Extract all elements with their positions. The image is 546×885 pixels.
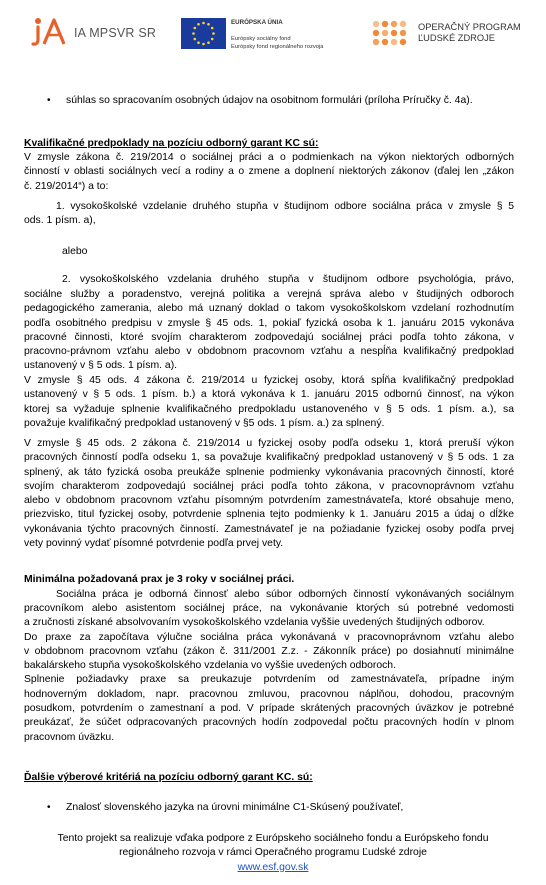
eu-line1: Európsky sociálny fond bbox=[231, 35, 291, 42]
text-line: splnený, ak táto fyzická osoba preukáže splnenie podmienky vykonávania pracovných činností, ktoré bbox=[24, 466, 514, 478]
text-line: hodnoverným dokladom, napr. pracovnou zmluvou, pracovnou náplňou, dohodou, pracovným bbox=[24, 688, 514, 700]
paragraph-45-4 bbox=[24, 374, 514, 431]
text-line: posudkom, potvrdením o zamestnaní a pod. V prípade skrátených pracovných úväzkov je potrebné bbox=[24, 703, 514, 715]
eu-title: EURÓPSKA ÚNIA bbox=[231, 19, 283, 26]
text-line: ods. 1 písm. a), bbox=[24, 215, 96, 226]
item-2 bbox=[62, 273, 514, 287]
ia-mpsvr-logo-icon bbox=[30, 17, 70, 47]
min-practice-heading: Minimálna požadovaná prax je 3 roky v sociálnej práci. bbox=[24, 574, 295, 585]
text-line: alebo v obdobnom pracovnom vzťahu písomným potvrdením zamestnávateľa, ktoré obsahuje meno, bbox=[24, 495, 514, 507]
eu-flag-icon bbox=[181, 18, 226, 49]
bullet-dot: • bbox=[47, 95, 51, 106]
text-line: vety povinný vydať písomné potvrdenie podľa prvej vety. bbox=[24, 538, 284, 550]
intro-paragraph bbox=[24, 151, 514, 194]
eu-line2: Európsky fond regionálneho rozvoja bbox=[231, 44, 324, 50]
page-footer bbox=[0, 832, 546, 875]
bullet-dot: • bbox=[47, 802, 51, 813]
social-work-para bbox=[24, 602, 514, 745]
text-line: pracovných činností podľa odseku 1, sa považuje kvalifikačný predpoklad ustanovený v § 5 ods. 1 za bbox=[24, 452, 514, 464]
footer-line1: Tento projekt sa realizuje vďaka podpore z Európskeho sociálneho fondu a Európskeho fondu bbox=[57, 833, 489, 844]
text-line: ustanovený v § 5 ods. 1 písm. a). bbox=[24, 360, 178, 372]
text-line: Splnenie požiadavky praxe sa preukazuje potvrdením od zamestnávateľa, prípadne iným bbox=[24, 674, 514, 686]
consent-bullet-text: súhlas so spracovaním osobných údajov na osobitnom formulári (príloha Príručky č. 4a). bbox=[66, 95, 473, 106]
text-line: priezvisko, titul fyzickej osoby, potvrdenie splnenia tejto podmienky k 1. Januáru 2015 a údaj o dĺžke bbox=[24, 509, 514, 521]
footer-line2: regionálneho rozvoja v rámci Operačného programu Ľudské zdroje bbox=[119, 847, 427, 859]
text-line: pracovníkom alebo asistentom sociálnej práce, na vykonávanie ktorých sú potrebné vedomosti bbox=[24, 603, 514, 614]
item-1 bbox=[56, 200, 514, 214]
text-line: pedagogického zamerania, alebo má uznaný doklad o takom vysokoškolskom vzdelaní rozhodnutím bbox=[24, 303, 514, 315]
text-line: pracovnom úväzku. bbox=[24, 731, 115, 743]
text-line: č. 219/2014“) a to: bbox=[24, 180, 109, 192]
language-bullet-text: Znalosť slovenského jazyka na úrovni minimálne C1-Skúsený používateľ, bbox=[66, 802, 404, 813]
social-work-para-first bbox=[56, 588, 514, 602]
text-line: v obdobnom pracovnom vzťahu (zákon č. 311/2001 Z.z. - Zákonník práce) po dosiahnutí minimálne bbox=[24, 645, 514, 657]
ia-logo-text: IA MPSVR SR bbox=[74, 26, 157, 40]
text-line: ustanovený v § 5 ods. 1 písm. b.) a ktorá vykonáva k 1. januáru 2015 odbornú činnosť, na výkon bbox=[24, 389, 514, 401]
text-line: pracovno-právnom vzťahu alebo v obdobnom pracovnom vzťahu a nespĺňa kvalifikačný predpoklad bbox=[24, 346, 514, 358]
item-1-cont bbox=[24, 214, 514, 228]
text-line: podľa osobitného predpisu v zmysle § 45 ods. 1, pokiaľ fyzická osoba k 1. januáru 2015 vykonáva bbox=[24, 317, 514, 329]
text-line: vykonávania týchto pracovných činností. Zamestnávateľ je na požiadanie fyzickej osoby podľa prvej bbox=[24, 523, 514, 535]
paragraph-45-2 bbox=[24, 437, 514, 551]
text-line: preukázať, že súčet odpracovaných pracovných hodín zodpovedal počtu pracovných hodín v plnom bbox=[24, 717, 514, 729]
text-line: a zručnosti získané absolvovaním vysokoškolského vzdelania vyššie uvedených študijných odborov. bbox=[24, 617, 485, 629]
item-2-cont bbox=[24, 288, 514, 374]
page-header bbox=[0, 0, 546, 62]
text-line: 2. vysokoškolského vzdelania druhého stupňa v študijnom odbore psychológia, právo, bbox=[62, 274, 514, 285]
esf-link[interactable]: www.esf.gov.sk bbox=[237, 861, 309, 873]
text-line: pracovné činnosti, ktoré svojím charakterom zodpovedajú sociálnej práci podľa tohto zákona, v bbox=[24, 331, 514, 343]
text-line: Do praxe za započítava výlučne sociálna práca vykonávaná v pracovnoprávnom vzťahu alebo bbox=[24, 631, 514, 643]
op-line1: OPERAČNÝ PROGRAM bbox=[418, 22, 521, 32]
further-criteria-heading: Ďalšie výberové kritériá na pozíciu odborný garant KC. sú: bbox=[24, 772, 313, 783]
text-line: Sociálna práca je odborná činnosť alebo súbor odborných činností vykonávaných sociálnym bbox=[56, 589, 514, 600]
text-line: V zmysle § 45 ods. 2 zákona č. 219/2014 u fyzickej osoby podľa odseku 1, ktorá preruší výkon bbox=[24, 438, 514, 449]
text-line: V zmysle § 45 ods. 4 zákona č. 219/2014 u fyzickej osoby, ktorá spĺňa kvalifikačný predpoklad bbox=[24, 375, 514, 386]
text-line: bakalárskeho stupňa vysokoškolského vzdelania vo vyššie uvedených odboroch. bbox=[24, 660, 396, 672]
text-line: 1. vysokoškolské vzdelanie druhého stupňa v študijnom odbore sociálna práca v zmysle § 5 bbox=[56, 201, 514, 212]
text-line: ktorej sa vyžaduje splnenie kvalifikačného predpokladu ustanoveného v § 5 ods. 1 písm. a.), sa bbox=[24, 403, 514, 415]
text-line: svojím charakterom zodpovedajú sociálnej práci podľa tohto zákona, v pracovnoprávnom vzťahu bbox=[24, 480, 514, 492]
text-line: sociálne služby a poradenstvo, verejná politika a verejná správa alebo v študijných odboroch bbox=[24, 289, 514, 300]
op-dots-icon bbox=[371, 19, 411, 49]
or-text: alebo bbox=[62, 246, 88, 257]
text-line: V zmysle zákona č. 219/2014 o sociálnej práci a o podmienkach na výkon niektorých odborných bbox=[24, 152, 514, 163]
qualification-heading: Kvalifikačné predpoklady na pozíciu odborný garant KC sú: bbox=[24, 138, 319, 149]
eu-logo bbox=[181, 18, 351, 52]
text-line: činností v oblasti sociálnych vecí a rodiny a o zmene a doplnení niektorých zákonov (ďalej len „zákon bbox=[24, 166, 514, 178]
op-line2: ĽUDSKÉ ZDROJE bbox=[418, 33, 495, 43]
text-line: považuje kvalifikačný predpoklad ustanovený v §5 ods. 1 písm. a.) za splnený. bbox=[24, 417, 385, 429]
op-ludske-zdroje-logo bbox=[371, 19, 531, 53]
